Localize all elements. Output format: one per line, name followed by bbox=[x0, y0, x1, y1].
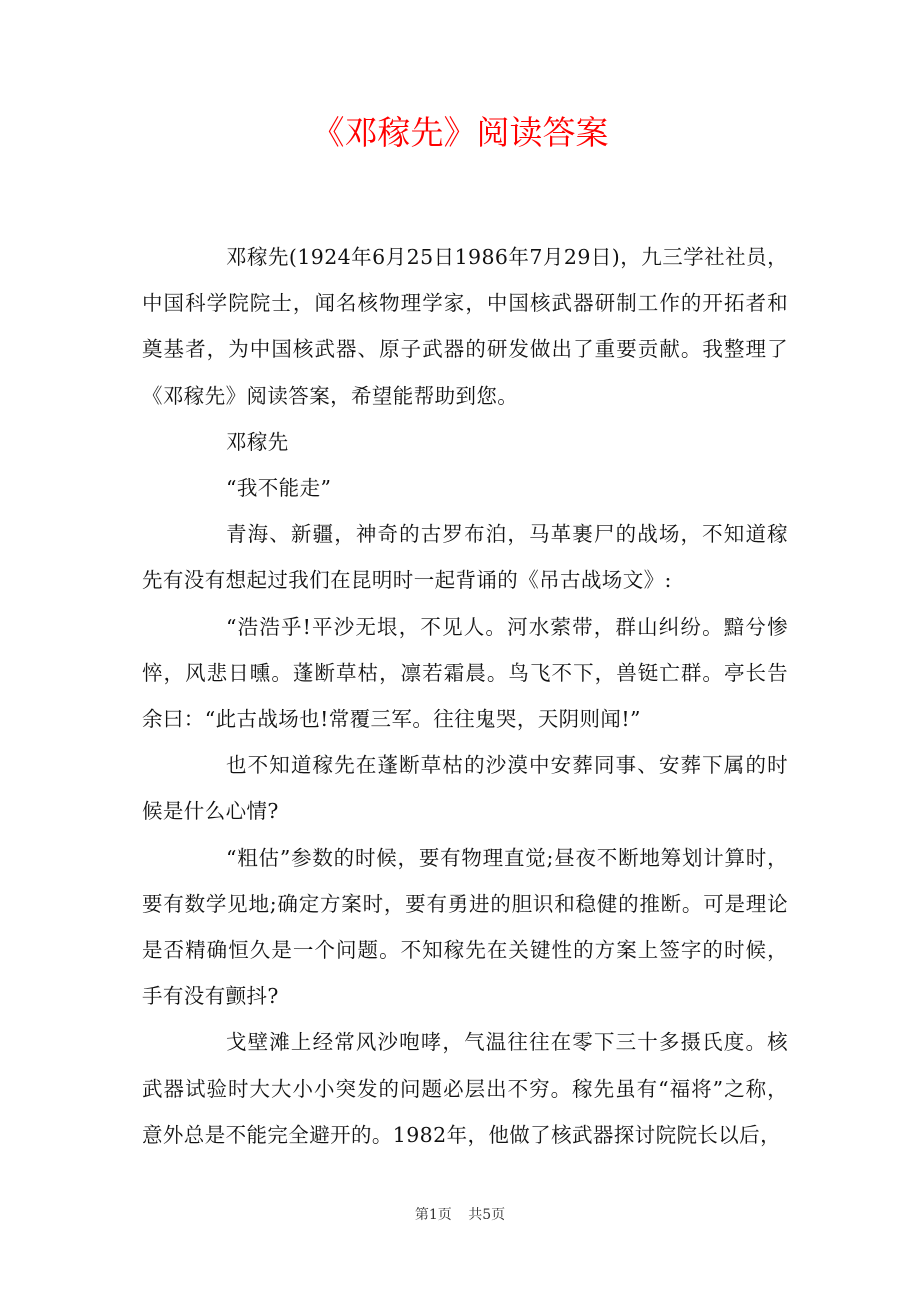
paragraph-intro: 邓稼先(1924年6月25日1986年7月29日)，九三学社社员，中国科学院院士，闻名核物理学家，中国核武器研制工作的开拓者和奠基者，为中国核武器、原子武器的研发做出了重要贡献。我整理了《邓稼先》阅读答案，希望能帮助到您。 bbox=[142, 245, 788, 408]
page-footer bbox=[0, 1204, 920, 1224]
paragraph-body: “粗估”参数的时候，要有物理直觉;昼夜不断地筹划计算时，要有数学见地;确定方案时，要有勇进的胆识和稳健的推断。可是理论是否精确恒久是一个问题。不知稼先在关键性的方案上签字的时候，手有没有颤抖? bbox=[142, 845, 788, 1009]
paragraph-subject-heading: 邓稼先 bbox=[226, 429, 289, 454]
page-number: 第1页 bbox=[414, 1207, 452, 1223]
paragraph-body: 也不知道稼先在蓬断草枯的沙漠中安葬同事、安葬下属的时候是什么心情? bbox=[142, 753, 788, 824]
paragraph-body: 戈壁滩上经常风沙咆哮，气温往往在零下三十多摄氏度。核武器试验时大大小小突发的问题必层出不穷。稼先虽有“福将”之称，意外总是不能完全避开的。1982年，他做了核武器探讨院院长以后， bbox=[142, 1030, 788, 1147]
page-total: 共5页 bbox=[468, 1207, 506, 1223]
document-body bbox=[142, 234, 788, 1158]
paragraph-body: 青海、新疆，神奇的古罗布泊，马革裹尸的战场，不知道稼先有没有想起过我们在昆明时一起背诵的《吊古战场文》: bbox=[142, 522, 788, 593]
document-title: 《邓稼先》阅读答案 bbox=[311, 113, 609, 152]
paragraph-quote: “浩浩乎!平沙无垠，不见人。河水萦带，群山纠纷。黯兮惨悴，风悲日曛。蓬断草枯，凛若霜晨。鸟飞不下，兽铤亡群。亭长告余曰：“此古战场也!常覆三军。往往鬼哭，天阴则闻!” bbox=[142, 614, 788, 732]
paragraph-section-heading: “我不能走” bbox=[226, 476, 332, 501]
